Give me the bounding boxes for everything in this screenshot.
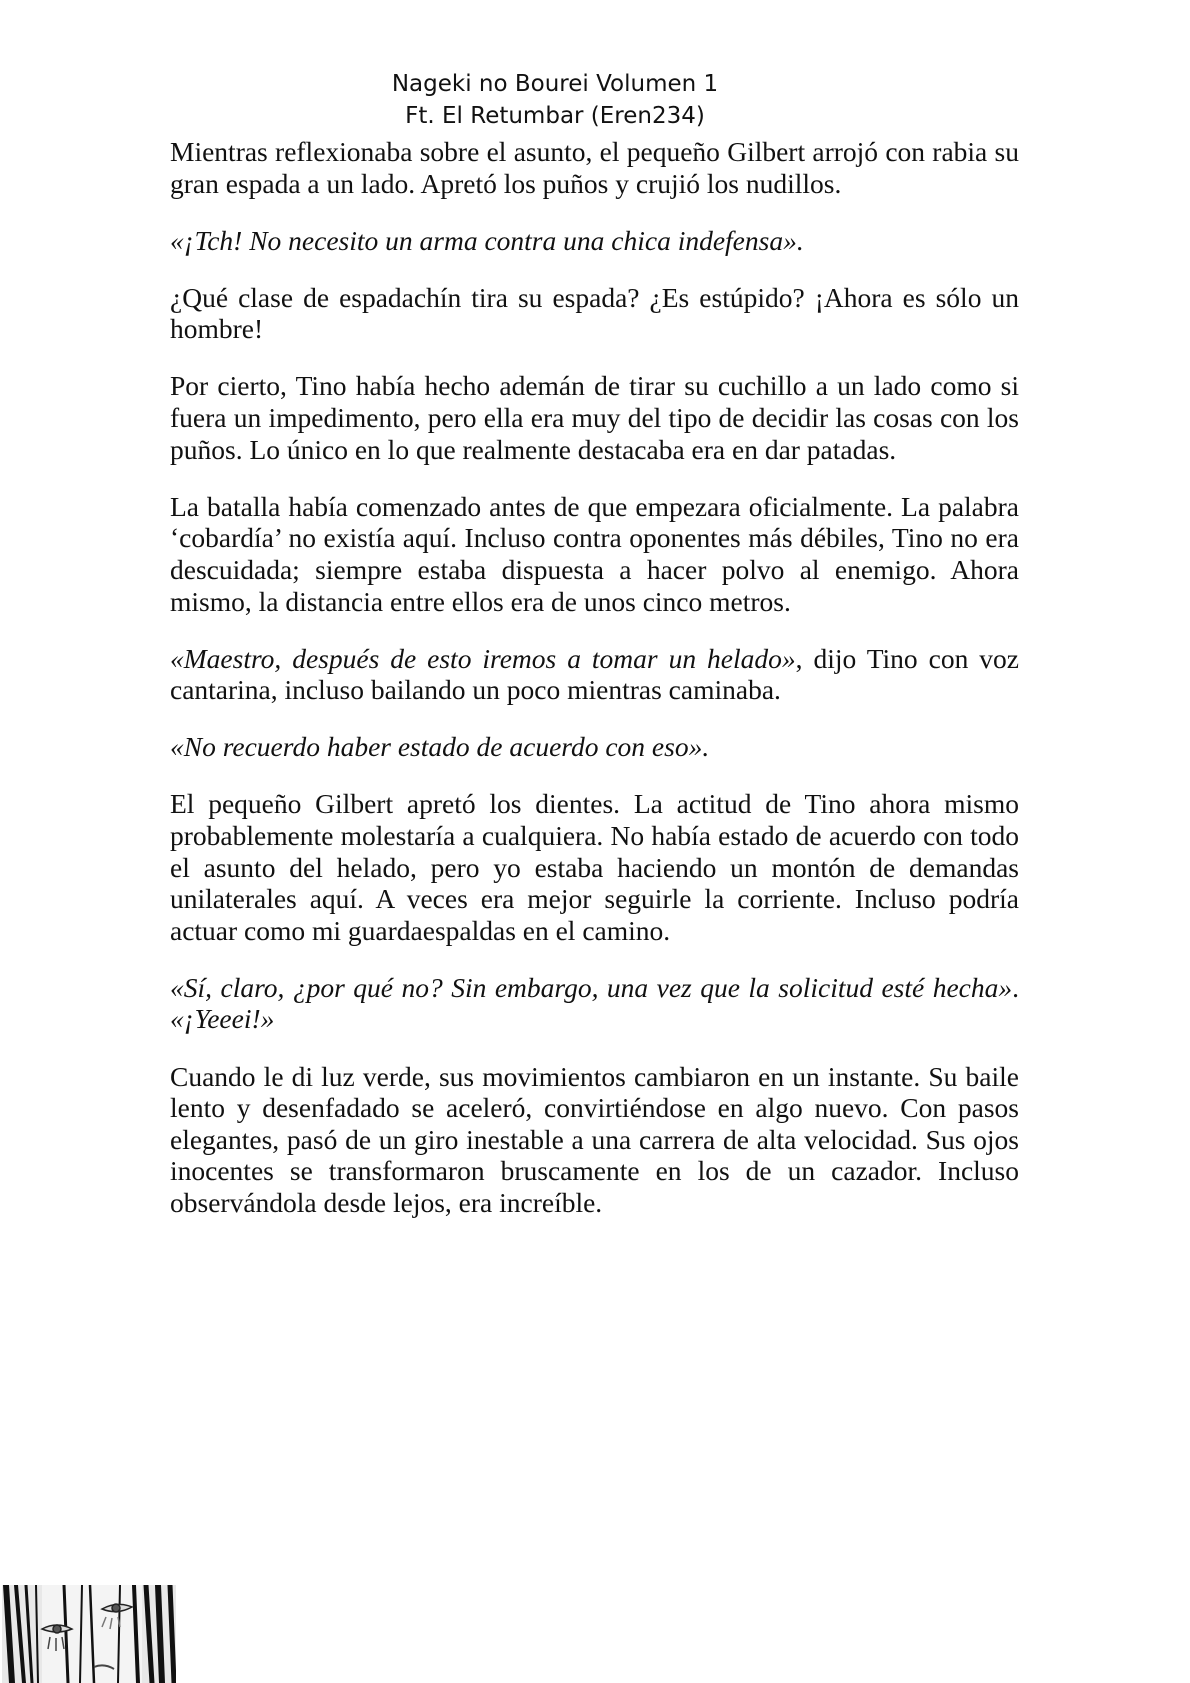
paragraph: La batalla había comenzado antes de que empezara oficialmente. La palabra ‘cobardía’ no existía aquí. Incluso contra oponentes más débiles, Tino no era descuidada; siempre estaba dispuesta a hacer polvo al enemigo. Ahora mismo, la distancia entre ellos era de unos cinco metros. (170, 490, 1019, 617)
paragraph: Mientras reflexionaba sobre el asunto, el pequeño Gilbert arrojó con rabia su gran espada a un lado. Apretó los puños y crujió los nudillos. (170, 136, 1019, 199)
dialogue-span: «Maestro, después de esto iremos a tomar un helado» (170, 642, 796, 674)
header-credit: Ft. El Retumbar (Eren234) (405, 103, 705, 129)
narration-span: , dijo Tino con voz cantarina, incluso bailando un poco mientras caminaba. (170, 642, 1019, 706)
document-body (170, 136, 1019, 1244)
illustration-graphic (2, 1585, 176, 1683)
dialogue-paragraph: «¡Tch! No necesito un arma contra una chica indefensa». (170, 224, 804, 256)
dialogue-span: «¡Yeeei!» (170, 1003, 275, 1035)
paragraph: ¿Qué clase de espadachín tira su espada? ¿Es estúpido? ¡Ahora es sólo un hombre! (170, 281, 1019, 345)
dialogue-paragraph: «No recuerdo haber estado de acuerdo con eso». (170, 731, 710, 763)
mixed-paragraph (170, 643, 1019, 706)
dialogue-paragraph (170, 972, 1019, 1035)
page-header (0, 68, 1110, 132)
manga-face-illustration (2, 1585, 176, 1683)
paragraph: Cuando le di luz verde, sus movimientos cambiaron en un instante. Su baile lento y desenfadado se aceleró, convirtiéndose en algo nuevo. Con pasos elegantes, pasó de un giro inestable a una carrera de alta velocidad. Sus ojos inocentes se transformaron bruscamente en los de un cazador. Incluso observándola desde lejos, era increíble. (170, 1060, 1019, 1218)
paragraph: El pequeño Gilbert apretó los dientes. La actitud de Tino ahora mismo probablemente molestaría a cualquiera. No había estado de acuerdo con todo el asunto del helado, pero yo estaba haciendo un montón de demandas unilaterales aquí. A veces era mejor seguirle la corriente. Incluso podría actuar como mi guardaespaldas en el camino. (170, 788, 1019, 946)
separator-span: . (1012, 971, 1019, 1003)
dialogue-span: «Sí, claro, ¿por qué no? Sin embargo, una vez que la solicitud esté hecha» (170, 971, 1013, 1003)
header-title: Nageki no Bourei Volumen 1 (391, 71, 719, 97)
paragraph: Por cierto, Tino había hecho ademán de tirar su cuchillo a un lado como si fuera un impedimento, pero ella era muy del tipo de decidir las cosas con los puños. Lo único en lo que realmente destacaba era en dar patadas. (170, 370, 1019, 465)
